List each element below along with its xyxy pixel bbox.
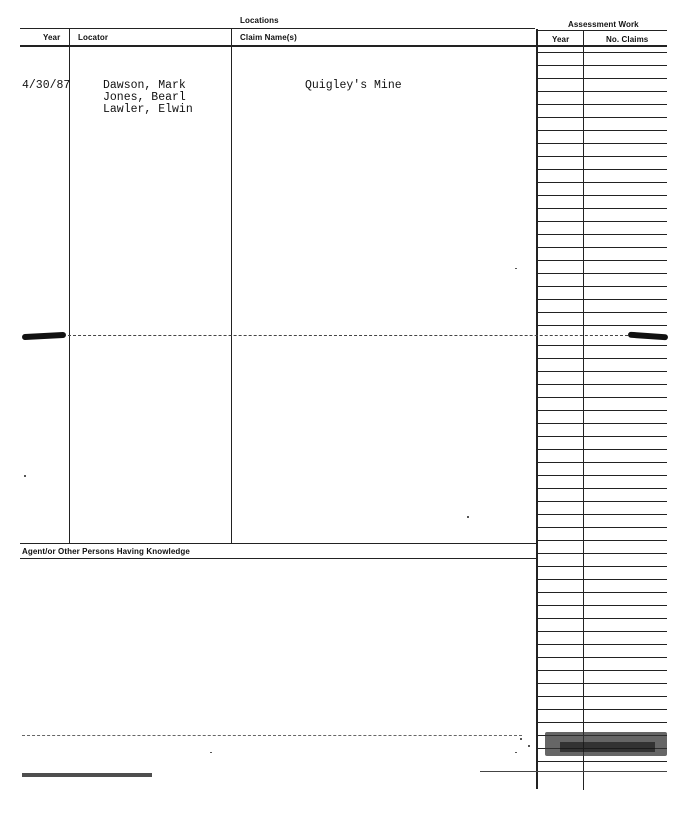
aw-row-rule: [537, 91, 667, 92]
aw-row-rule: [537, 143, 667, 144]
aw-row-rule: [537, 696, 667, 697]
aw-row-rule: [537, 410, 667, 411]
speck: [467, 516, 469, 518]
aw-row-rule: [537, 462, 667, 463]
entry-date: 4/30/87: [22, 79, 71, 92]
agent-section-label-rule: [20, 558, 536, 559]
aw-row-rule: [537, 488, 667, 489]
aw-row-rule: [537, 221, 667, 222]
aw-row-rule: [537, 566, 667, 567]
bottom-right-smudge-2: [560, 742, 655, 752]
aw-row-rule: [537, 52, 667, 53]
locator-column-header: Locator: [78, 33, 109, 42]
agent-section-label: Agent/or Other Persons Having Knowledge: [22, 547, 190, 556]
aw-row-rule: [537, 449, 667, 450]
aw-row-rule: [537, 553, 667, 554]
no-claims-column-header: No. Claims: [606, 35, 649, 44]
aw-row-rule: [537, 423, 667, 424]
speck: [515, 752, 517, 753]
aw-row-rule: [537, 208, 667, 209]
header-top-rule-right: [537, 30, 667, 31]
header-top-rule: [20, 28, 535, 29]
bottom-right-rule: [480, 771, 667, 772]
aw-row-rule: [537, 312, 667, 313]
aw-row-rule: [537, 670, 667, 671]
bottom-dashed-line: [22, 735, 522, 736]
aw-row-rule: [537, 683, 667, 684]
aw-row-rule: [537, 436, 667, 437]
assessment-work-heading: Assessment Work: [568, 20, 639, 29]
aw-year-column-header: Year: [552, 35, 570, 44]
aw-row-rule: [537, 592, 667, 593]
speck: [24, 475, 26, 477]
aw-row-rule: [537, 722, 667, 723]
aw-row-rule: [537, 657, 667, 658]
aw-row-rule: [537, 618, 667, 619]
aw-row-rule: [537, 273, 667, 274]
aw-row-rule: [537, 247, 667, 248]
aw-row-rule: [537, 397, 667, 398]
locator-name-3: Lawler, Elwin: [103, 103, 193, 116]
locator-name-1: Dawson, Mark: [103, 79, 186, 92]
aw-row-rule: [537, 605, 667, 606]
aw-row-rule: [537, 260, 667, 261]
aw-row-rule: [537, 325, 667, 326]
aw-row-rule: [537, 501, 667, 502]
right-margin-mark: [628, 332, 668, 341]
speck: [515, 268, 517, 269]
aw-row-rule: [537, 182, 667, 183]
speck: [528, 745, 530, 747]
header-bottom-rule: [20, 45, 667, 47]
year-column-header: Year: [43, 33, 61, 42]
aw-row-rule: [537, 117, 667, 118]
claim-names-column-header: Claim Name(s): [240, 33, 297, 42]
locator-name-2: Jones, Bearl: [103, 91, 186, 104]
locations-heading: Locations: [240, 16, 279, 25]
aw-row-rule: [537, 709, 667, 710]
aw-row-rule: [537, 130, 667, 131]
aw-row-rule: [537, 65, 667, 66]
mid-form-dashed-line: [68, 335, 628, 336]
aw-row-rule: [537, 169, 667, 170]
aw-row-rule: [537, 345, 667, 346]
aw-row-rule: [537, 78, 667, 79]
agent-section-top-rule: [20, 543, 536, 544]
aw-row-rule: [537, 644, 667, 645]
aw-row-rule: [537, 475, 667, 476]
aw-row-rule: [537, 286, 667, 287]
locator-claim-divider: [231, 29, 232, 543]
aw-row-rule: [537, 156, 667, 157]
aw-row-rule: [537, 195, 667, 196]
left-margin-mark: [22, 332, 66, 340]
aw-row-rule: [537, 104, 667, 105]
aw-row-rule: [537, 234, 667, 235]
aw-row-rule: [537, 384, 667, 385]
aw-row-rule: [537, 579, 667, 580]
speck: [210, 752, 212, 753]
speck: [520, 738, 522, 740]
aw-row-rule: [537, 540, 667, 541]
year-locator-divider: [69, 29, 70, 543]
aw-row-rule: [537, 631, 667, 632]
aw-row-rule: [537, 299, 667, 300]
claim-name: Quigley's Mine: [305, 79, 402, 92]
aw-row-rule: [537, 761, 667, 762]
bottom-left-smudge: [22, 773, 152, 777]
aw-row-rule: [537, 514, 667, 515]
aw-row-rule: [537, 371, 667, 372]
aw-row-rule: [537, 527, 667, 528]
aw-row-rule: [537, 358, 667, 359]
